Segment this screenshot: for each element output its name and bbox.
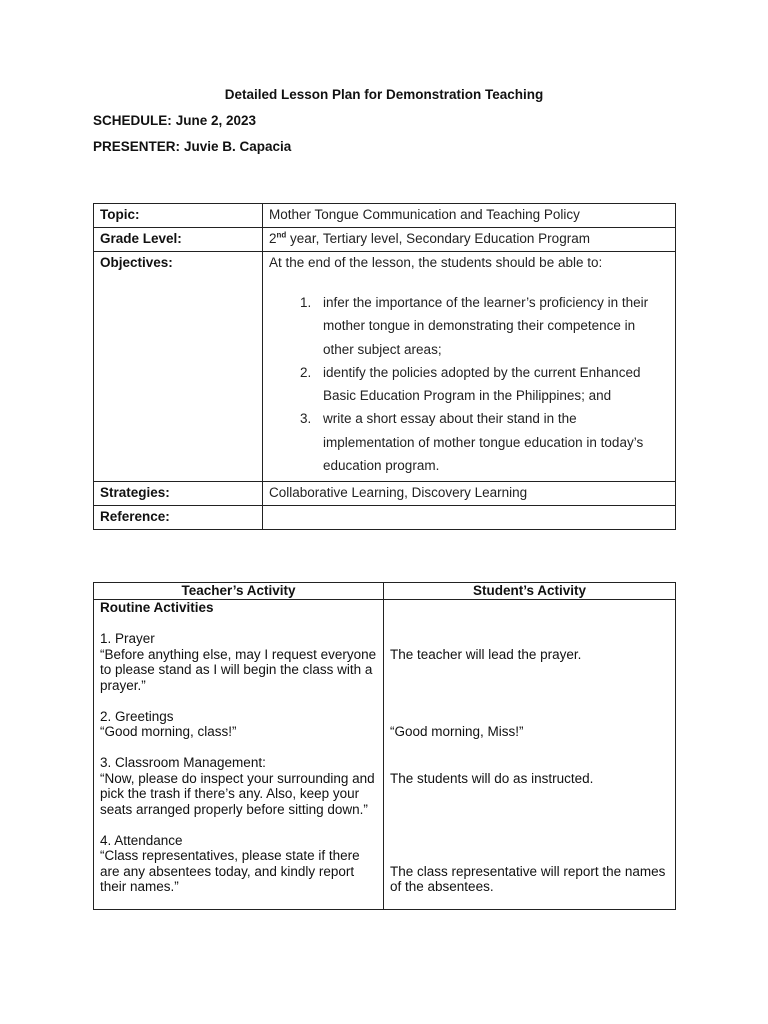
topic-label: Topic: bbox=[94, 204, 263, 228]
teacher-activity-header: Teacher’s Activity bbox=[94, 583, 384, 600]
strategies-value: Collaborative Learning, Discovery Learning bbox=[263, 482, 676, 506]
routine-activities-heading: Routine Activities bbox=[100, 600, 214, 615]
teacher-activity-cell bbox=[94, 600, 384, 910]
presenter-value: Juvie B. Capacia bbox=[184, 139, 292, 154]
activity-heading: 4. Attendance bbox=[100, 832, 183, 848]
grade-description: year, Tertiary level, Secondary Education Program bbox=[286, 231, 590, 246]
activity-header-row bbox=[94, 583, 676, 600]
activity-table bbox=[93, 582, 676, 910]
student-line: “Good morning, Miss!” bbox=[390, 724, 524, 739]
lesson-info-table bbox=[93, 203, 676, 530]
presenter-label: PRESENTER: bbox=[93, 139, 181, 154]
grade-ordinal-suffix: nd bbox=[276, 230, 287, 240]
student-line: The students will do as instructed. bbox=[390, 770, 594, 786]
grade-level-label: Grade Level: bbox=[94, 228, 263, 252]
objectives-row bbox=[94, 252, 676, 482]
teacher-line: “Now, please do inspect your surrounding and pick the trash if there’s any. Also, keep your seats arranged properly before sitting down.” bbox=[100, 770, 375, 817]
activity-heading: 1. Prayer bbox=[100, 631, 155, 646]
schedule-line bbox=[93, 113, 256, 128]
schedule-value: June 2, 2023 bbox=[175, 113, 257, 128]
objectives-label: Objectives: bbox=[94, 252, 263, 482]
grade-number: 2 bbox=[269, 231, 277, 246]
topic-value: Mother Tongue Communication and Teaching Policy bbox=[263, 204, 676, 228]
student-activity-cell bbox=[384, 600, 676, 910]
teacher-line: “Good morning, class!” bbox=[100, 724, 237, 739]
reference-label: Reference: bbox=[94, 506, 263, 530]
grade-level-value bbox=[263, 228, 676, 252]
strategies-label: Strategies: bbox=[94, 482, 263, 506]
objectives-intro: At the end of the lesson, the students should be able to: bbox=[269, 255, 603, 270]
student-line: The teacher will lead the prayer. bbox=[390, 646, 582, 662]
teacher-line: “Before anything else, may I request everyone to please stand as I will begin the class with a prayer.” bbox=[100, 646, 377, 693]
reference-row bbox=[94, 506, 676, 530]
activity-heading: 3. Classroom Management: bbox=[100, 755, 266, 770]
objectives-list bbox=[269, 291, 669, 477]
teacher-line: “Class representatives, please state if there are any absentees today, and kindly report their names.” bbox=[100, 848, 360, 894]
activity-body-row bbox=[94, 600, 676, 910]
page-title: Detailed Lesson Plan for Demonstration Teaching bbox=[224, 87, 544, 102]
grade-level-row bbox=[94, 228, 676, 252]
objectives-value bbox=[263, 252, 676, 482]
objective-item: 3. write a short essay about their stand in the implementation of mother tongue education in today’s education program. bbox=[315, 407, 669, 477]
objective-item: 2. identify the policies adopted by the current Enhanced Basic Education Program in the Philippines; and bbox=[315, 361, 669, 408]
activity-heading: 2. Greetings bbox=[100, 708, 174, 724]
topic-row bbox=[94, 204, 676, 228]
reference-value bbox=[263, 506, 676, 530]
schedule-label: SCHEDULE: bbox=[93, 113, 172, 128]
objective-item: 1. infer the importance of the learner’s proficiency in their mother tongue in demonstrating their competence in other subject areas; bbox=[315, 291, 669, 361]
student-line: The class representative will report the names of the absentees. bbox=[390, 863, 666, 894]
presenter-line bbox=[93, 139, 291, 154]
strategies-row bbox=[94, 482, 676, 506]
student-activity-header: Student’s Activity bbox=[384, 583, 676, 600]
